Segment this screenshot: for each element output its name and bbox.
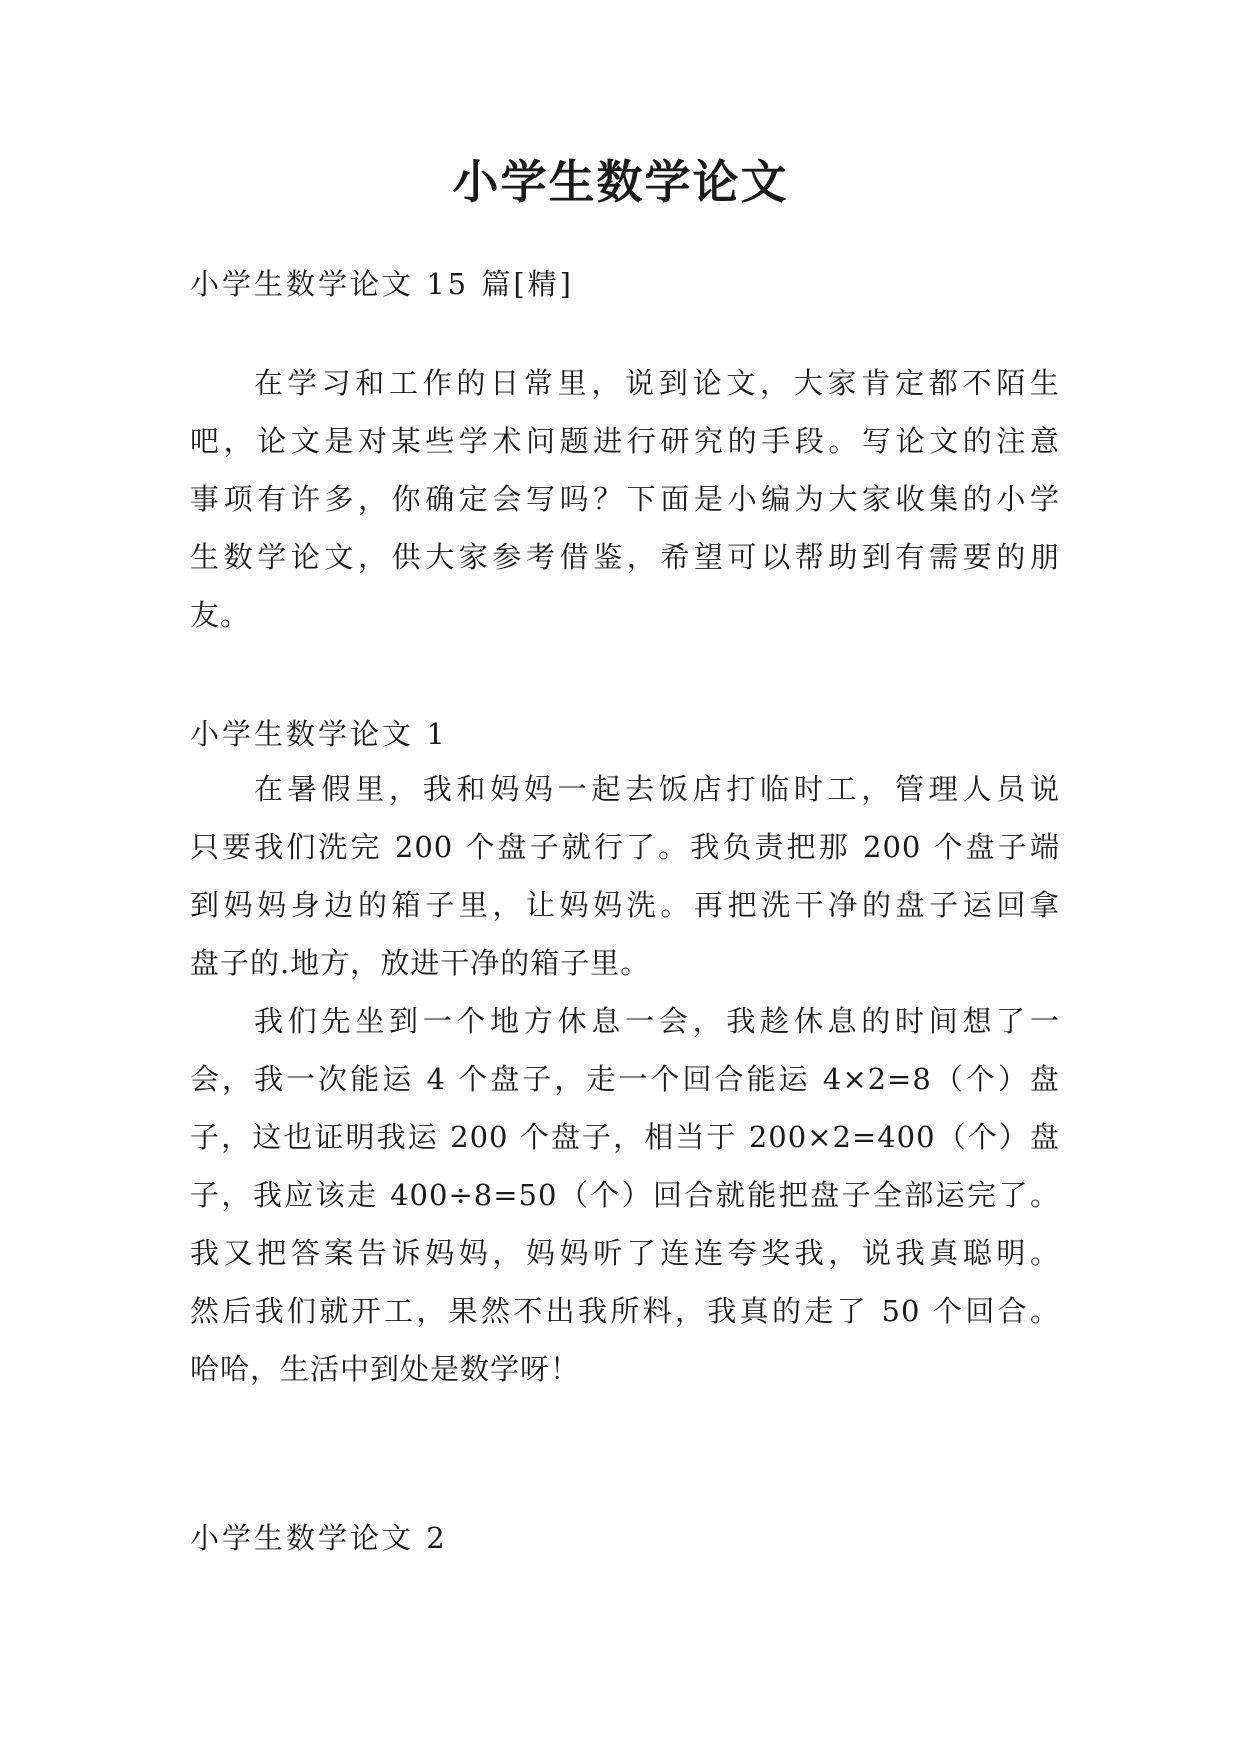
- paragraph-line: 在暑假里，我和妈妈一起去饭店打临时工，管理人员说: [254, 772, 1060, 806]
- section-heading-1: 小学生数学论文 1: [190, 717, 448, 751]
- intro-paragraph: [190, 354, 1060, 644]
- section-heading-2: 小学生数学论文 2: [190, 1521, 448, 1555]
- paragraph-line: 我们先坐到一个地方休息一会，我趁休息的时间想了一: [254, 1004, 1060, 1038]
- intro-line: 生数学论文，供大家参考借鉴，希望可以帮助到有需要的朋: [190, 540, 1060, 574]
- paragraph-line: 然后我们就开工，果然不出我所料，我真的走了 50 个回合。: [190, 1294, 1060, 1328]
- document-subtitle: 小学生数学论文 15 篇[精]: [190, 267, 574, 301]
- paragraph-line: 子，我应该走 400÷8=50（个）回合就能把盘子全部运完了。: [190, 1178, 1060, 1212]
- intro-line: 事项有许多，你确定会写吗？下面是小编为大家收集的小学: [190, 482, 1060, 516]
- paragraph-line: 只要我们洗完 200 个盘子就行了。我负责把那 200 个盘子端: [190, 830, 1060, 864]
- section-1-paragraph-1: [190, 760, 1060, 992]
- paragraph-line: 到妈妈身边的箱子里，让妈妈洗。再把洗干净的盘子运回拿: [190, 888, 1060, 922]
- document-title: 小学生数学论文: [452, 155, 789, 209]
- paragraph-line: 子，这也证明我运 200 个盘子，相当于 200×2=400（个）盘: [190, 1120, 1060, 1154]
- intro-line: 吧，论文是对某些学术问题进行研究的手段。写论文的注意: [190, 424, 1060, 458]
- intro-line: 友。: [190, 598, 251, 632]
- paragraph-line: 哈哈，生活中到处是数学呀！: [190, 1352, 581, 1386]
- paragraph-line: 我又把答案告诉妈妈，妈妈听了连连夸奖我，说我真聪明。: [190, 1236, 1060, 1270]
- paragraph-line: 盘子的.地方，放进干净的箱子里。: [190, 946, 651, 980]
- section-1-paragraph-2: [190, 992, 1060, 1398]
- paragraph-line: 会，我一次能运 4 个盘子，走一个回合能运 4×2=8（个）盘: [190, 1062, 1060, 1096]
- intro-line: 在学习和工作的日常里，说到论文，大家肯定都不陌生: [254, 366, 1060, 400]
